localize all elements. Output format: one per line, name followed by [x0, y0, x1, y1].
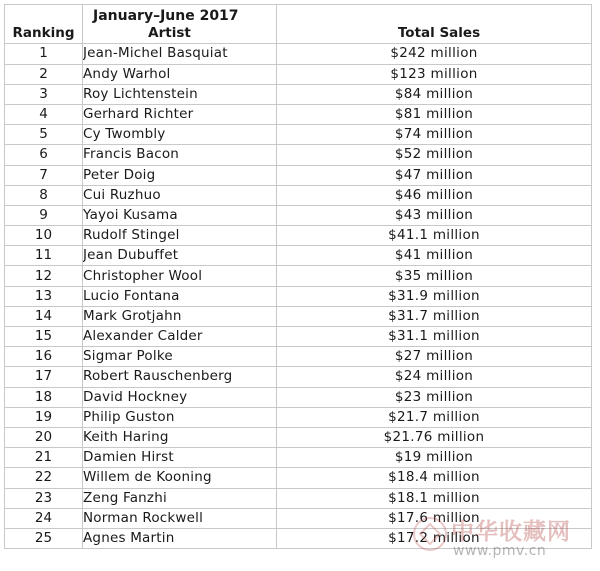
sales-cell: $21.76 million	[277, 427, 592, 447]
rank-cell: 1	[5, 44, 83, 64]
table-row	[5, 347, 592, 367]
period-label: January–June 2017	[83, 5, 277, 25]
rank-cell: 23	[5, 488, 83, 508]
sales-cell: $24 million	[277, 367, 592, 387]
rank-cell: 21	[5, 448, 83, 468]
table-row	[5, 427, 592, 447]
sales-cell: $18.1 million	[277, 488, 592, 508]
table-row	[5, 205, 592, 225]
sales-cell: $242 million	[277, 44, 592, 64]
rank-cell: 25	[5, 528, 83, 548]
artist-cell: Philip Guston	[83, 407, 277, 427]
sales-cell: $21.7 million	[277, 407, 592, 427]
rank-cell: 5	[5, 125, 83, 145]
rank-cell: 18	[5, 387, 83, 407]
header-rank-top	[5, 5, 83, 25]
table-row	[5, 488, 592, 508]
sales-cell: $18.4 million	[277, 468, 592, 488]
artist-cell: Peter Doig	[83, 165, 277, 185]
rank-cell: 3	[5, 84, 83, 104]
table-row	[5, 165, 592, 185]
table-row	[5, 327, 592, 347]
sales-cell: $35 million	[277, 266, 592, 286]
artist-cell: Cui Ruzhuo	[83, 185, 277, 205]
sales-cell: $81 million	[277, 104, 592, 124]
sales-cell: $74 million	[277, 125, 592, 145]
artist-cell: Sigmar Polke	[83, 347, 277, 367]
table-row	[5, 367, 592, 387]
sales-cell: $41 million	[277, 246, 592, 266]
table-row	[5, 448, 592, 468]
rank-cell: 14	[5, 306, 83, 326]
artist-cell: Agnes Martin	[83, 528, 277, 548]
rank-cell: 7	[5, 165, 83, 185]
artist-cell: Christopher Wool	[83, 266, 277, 286]
watermark-brand: 中华收藏网	[451, 518, 571, 545]
table-row	[5, 286, 592, 306]
artist-cell: Robert Rauschenberg	[83, 367, 277, 387]
rank-cell: 6	[5, 145, 83, 165]
rank-cell: 13	[5, 286, 83, 306]
watermark-url: www.pmv.cn	[453, 543, 547, 559]
column-header-ranking: Ranking	[5, 24, 83, 44]
rank-cell: 4	[5, 104, 83, 124]
table-row	[5, 407, 592, 427]
sales-cell: $31.9 million	[277, 286, 592, 306]
table-row	[5, 44, 592, 64]
table-row	[5, 528, 592, 548]
table-row	[5, 468, 592, 488]
column-header-total-sales: Total Sales	[277, 24, 592, 44]
sales-cell: $27 million	[277, 347, 592, 367]
table-row	[5, 266, 592, 286]
table-row	[5, 125, 592, 145]
rank-cell: 2	[5, 64, 83, 84]
artist-cell: Rudolf Stingel	[83, 226, 277, 246]
sales-cell: $23 million	[277, 387, 592, 407]
sales-cell: $31.1 million	[277, 327, 592, 347]
table-row	[5, 185, 592, 205]
artist-cell: Norman Rockwell	[83, 508, 277, 528]
artist-cell: Gerhard Richter	[83, 104, 277, 124]
sales-cell: $31.7 million	[277, 306, 592, 326]
sales-cell: $19 million	[277, 448, 592, 468]
rank-cell: 11	[5, 246, 83, 266]
artist-cell: Jean Dubuffet	[83, 246, 277, 266]
rank-cell: 22	[5, 468, 83, 488]
sales-cell: $17.6 million	[277, 508, 592, 528]
sales-cell: $84 million	[277, 84, 592, 104]
artist-cell: Zeng Fanzhi	[83, 488, 277, 508]
artist-cell: Jean-Michel Basquiat	[83, 44, 277, 64]
rank-cell: 15	[5, 327, 83, 347]
header-row-columns	[5, 24, 592, 44]
artist-cell: Yayoi Kusama	[83, 205, 277, 225]
rank-cell: 10	[5, 226, 83, 246]
sales-cell: $17.2 million	[277, 528, 592, 548]
header-row-period	[5, 5, 592, 25]
table-row	[5, 64, 592, 84]
table-row	[5, 508, 592, 528]
table-row	[5, 145, 592, 165]
table-row	[5, 84, 592, 104]
table-row	[5, 104, 592, 124]
column-header-artist: Artist	[83, 24, 277, 44]
sales-cell: $123 million	[277, 64, 592, 84]
sales-cell: $46 million	[277, 185, 592, 205]
artist-sales-table	[4, 4, 592, 549]
rank-cell: 16	[5, 347, 83, 367]
artist-cell: Francis Bacon	[83, 145, 277, 165]
sales-cell: $43 million	[277, 205, 592, 225]
artist-cell: Lucio Fontana	[83, 286, 277, 306]
artist-cell: Andy Warhol	[83, 64, 277, 84]
artist-cell: Damien Hirst	[83, 448, 277, 468]
artist-cell: Cy Twombly	[83, 125, 277, 145]
rank-cell: 24	[5, 508, 83, 528]
artist-cell: Alexander Calder	[83, 327, 277, 347]
table-row	[5, 246, 592, 266]
rank-cell: 8	[5, 185, 83, 205]
sales-cell: $47 million	[277, 165, 592, 185]
header-sales-top	[277, 5, 592, 25]
artist-cell: Mark Grotjahn	[83, 306, 277, 326]
rank-cell: 17	[5, 367, 83, 387]
rank-cell: 20	[5, 427, 83, 447]
artist-cell: Roy Lichtenstein	[83, 84, 277, 104]
rank-cell: 12	[5, 266, 83, 286]
sales-cell: $52 million	[277, 145, 592, 165]
artist-cell: David Hockney	[83, 387, 277, 407]
sales-cell: $41.1 million	[277, 226, 592, 246]
artist-cell: Keith Haring	[83, 427, 277, 447]
rank-cell: 19	[5, 407, 83, 427]
rank-cell: 9	[5, 205, 83, 225]
table-row	[5, 387, 592, 407]
table-row	[5, 226, 592, 246]
table-row	[5, 306, 592, 326]
artist-cell: Willem de Kooning	[83, 468, 277, 488]
